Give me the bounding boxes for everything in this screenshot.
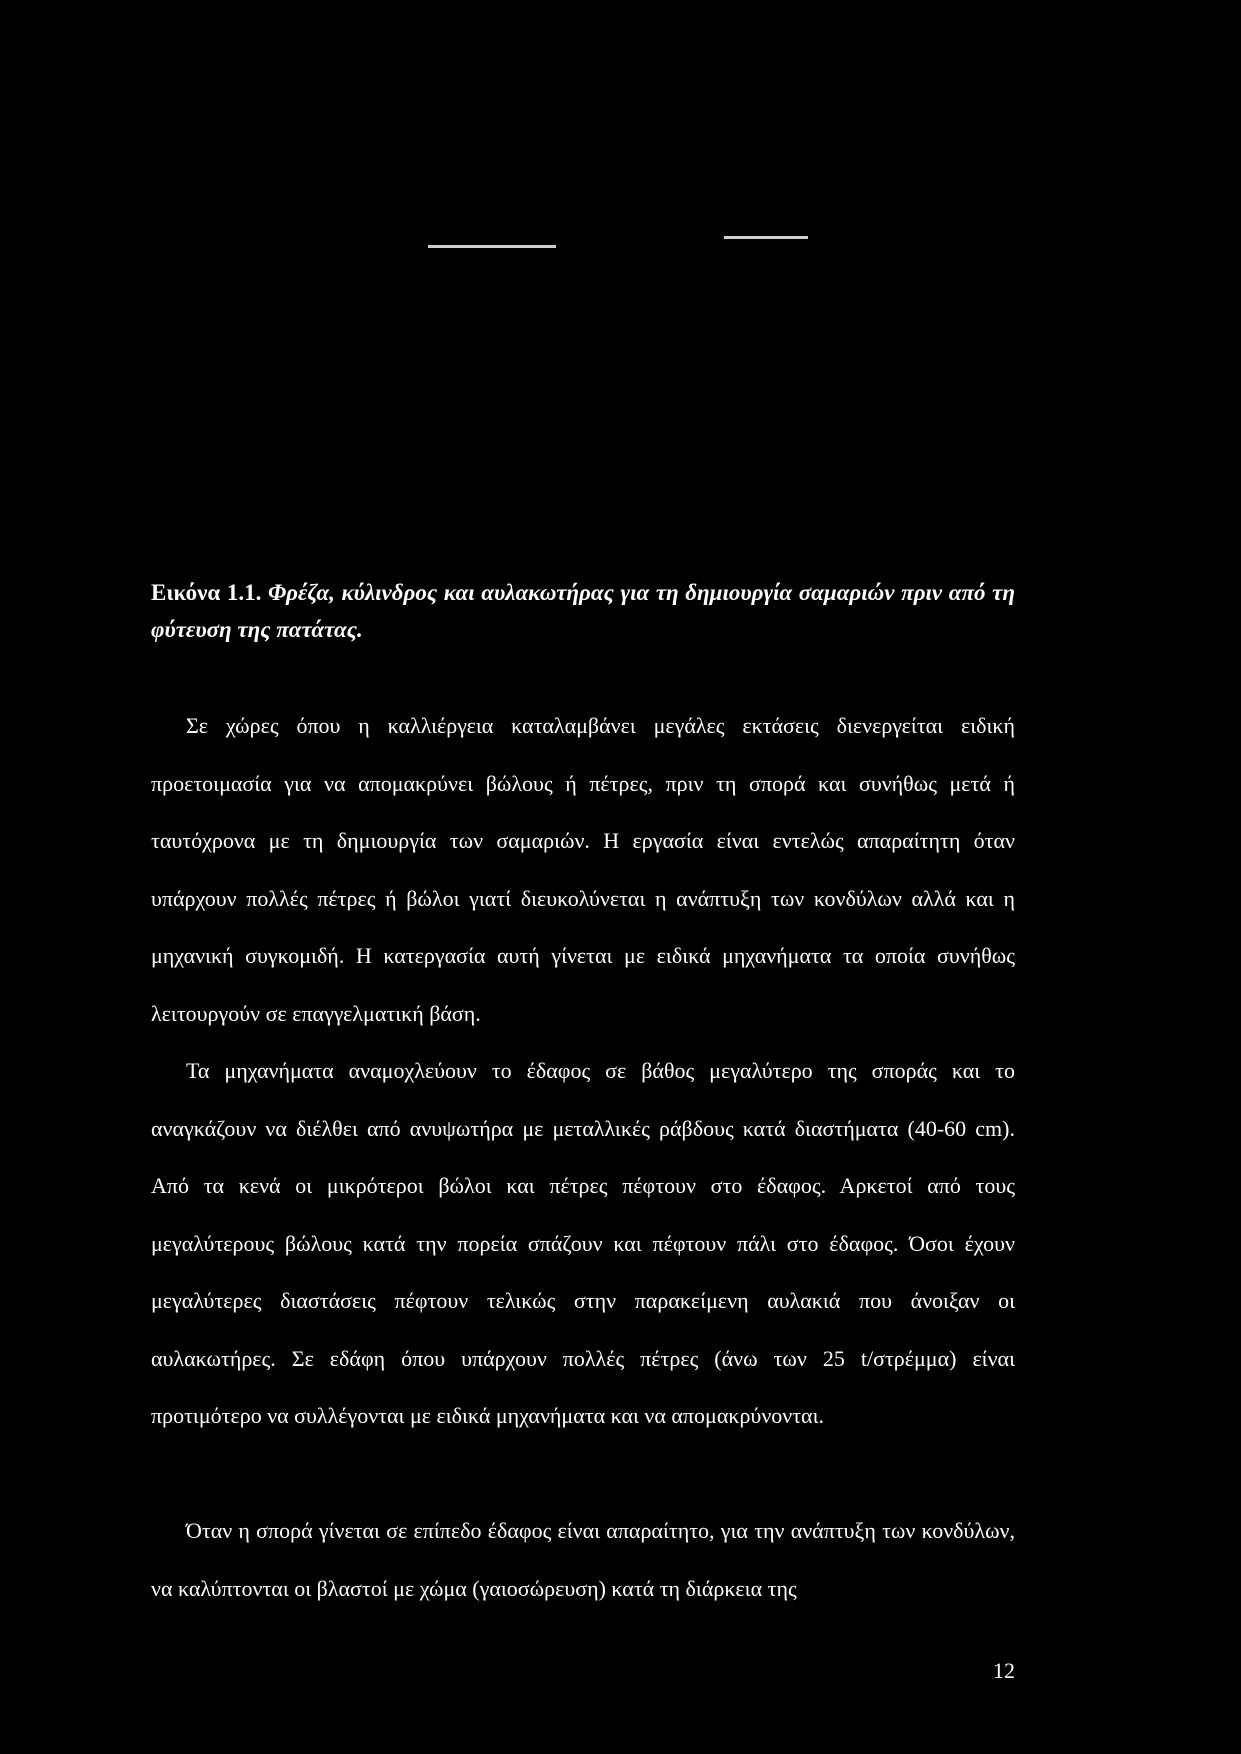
paragraph (151, 697, 1015, 1042)
figure-mark (428, 245, 556, 248)
figure-caption (151, 574, 1015, 648)
paragraph (151, 1042, 1015, 1445)
figure-mark (724, 236, 808, 239)
page-number: 12 (993, 1658, 1015, 1683)
paragraph-text: Τα μηχανήματα αναμοχλεύουν το έδαφος σε βάθος μεγαλύτερο της σποράς και το αναγκάζουν να διέλθει από ανυψωτήρα με μεταλλικές ράβδους κατά διαστήματα (40-60 cm). Από τα κενά οι μικρότεροι βώλοι και πέτρες πέφτουν στο έδαφος. Αρκετοί από τους μεγαλύτερους βώλους κατά την πορεία σπάζουν και πέφτουν πάλι στο έδαφος. Όσοι έχουν μεγαλύτερες διαστάσεις πέφτουν τελικώς στην παρακείμενη αυλακιά που άνοιξαν οι αυλακωτήρες. Σε εδάφη όπου υπάρχουν πολλές πέτρες (άνω των 25 t/στρέμμα) είναι προτιμότερο να συλλέγονται με ειδικά μηχανήματα και να απομακρύνονται. (151, 1058, 1015, 1428)
caption-text: Φρέζα, κύλινδρος και αυλακωτήρας για τη δημιουργία σαμαριών πριν από τη φύτευση της πατάτας. (151, 580, 1016, 642)
figure-image (150, 180, 1020, 560)
paragraph (151, 1502, 1015, 1617)
paragraph-text: Σε χώρες όπου η καλλιέργεια καταλαμβάνει μεγάλες εκτάσεις διενεργείται ειδική προετοιμασία για να απομακρύνει βώλους ή πέτρες, πριν τη σπορά και συνήθως μετά ή ταυτόχρονα με τη δημιουργία των σαμαριών. Η εργασία είναι εντελώς απαραίτητη όταν υπάρχουν πολλές πέτρες ή βώλοι γιατί διευκολύνεται η ανάπτυξη των κονδύλων αλλά και η μηχανική συγκομιδή. Η κατεργασία αυτή γίνεται με ειδικά μηχανήματα τα οποία συνήθως λειτουργούν σε επαγγελματική βάση. (151, 713, 1015, 1026)
caption-number: Εικόνα 1.1. (151, 580, 262, 605)
paragraph-text: Όταν η σπορά γίνεται σε επίπεδο έδαφος είναι απαραίτητο, για την ανάπτυξη των κονδύλων, να καλύπτονται οι βλαστοί με χώμα (γαιοσώρευση) κατά τη διάρκεια της (151, 1518, 1015, 1601)
